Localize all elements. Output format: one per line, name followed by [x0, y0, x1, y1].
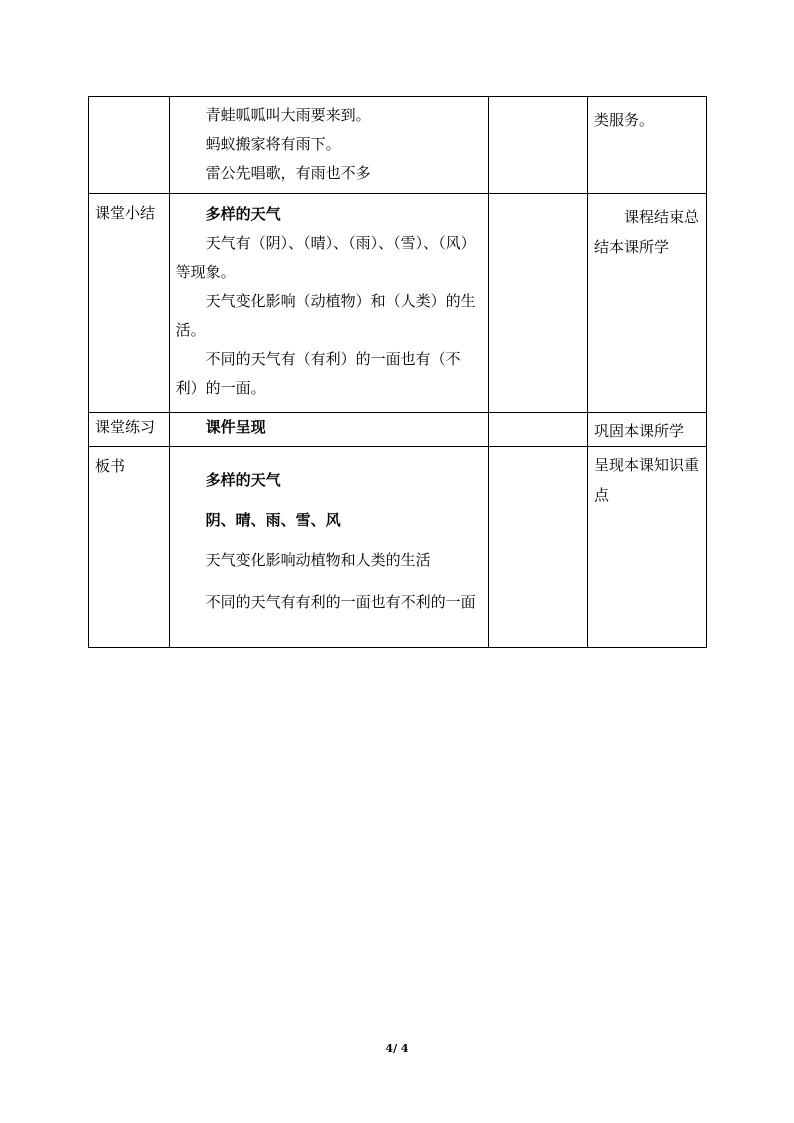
row-note [588, 413, 707, 447]
content-line: 青蛙呱呱叫大雨要来到。 [205, 106, 371, 124]
section-heading: 多样的天气 [205, 205, 281, 223]
content-line: 天气变化影响（动植物）和（人类）的生活。 [175, 292, 476, 339]
row-content [169, 194, 489, 413]
row-label: 课堂小结 [89, 194, 170, 413]
table-row [89, 447, 707, 648]
content-line: 天气变化影响动植物和人类的生活 [205, 551, 431, 569]
row-note [588, 447, 707, 648]
table-row [89, 97, 707, 194]
row-content [169, 413, 489, 447]
content-line: 阴、晴、雨、雪、风 [205, 511, 341, 529]
row-empty-cell [489, 97, 588, 194]
row-label [89, 97, 170, 194]
row-empty-cell [489, 194, 588, 413]
content-line: 不同的天气有有利的一面也有不利的一面 [205, 593, 476, 611]
content-line: 天气有（阴）、（晴）、（雨）、（雪）、（风）等现象。 [175, 234, 476, 281]
page-number: 4/ 4 [385, 1042, 409, 1055]
note-text: 巩固本课所学 [594, 422, 685, 440]
section-heading: 多样的天气 [205, 471, 281, 489]
row-label: 板书 [89, 447, 170, 648]
table-row [89, 413, 707, 447]
note-text: 课程结束总结本课所学 [594, 208, 700, 256]
table-row [89, 194, 707, 413]
row-empty-cell [489, 413, 588, 447]
content-line: 不同的天气有（有利）的一面也有（不利）的一面。 [175, 350, 461, 397]
content-line: 雷公先唱歌，有雨也不多 [205, 164, 371, 182]
note-text: 类服务。 [594, 111, 655, 129]
content-line: 课件呈现 [205, 418, 266, 436]
row-empty-cell [489, 447, 588, 648]
row-content [169, 447, 489, 648]
content-line: 蚂蚁搬家将有雨下。 [205, 135, 341, 153]
row-note [588, 194, 707, 413]
row-content [169, 97, 489, 194]
row-label: 课堂练习 [89, 413, 170, 447]
lesson-plan-table [88, 96, 707, 648]
note-text: 呈现本课知识重点 [594, 456, 700, 504]
row-note [588, 97, 707, 194]
